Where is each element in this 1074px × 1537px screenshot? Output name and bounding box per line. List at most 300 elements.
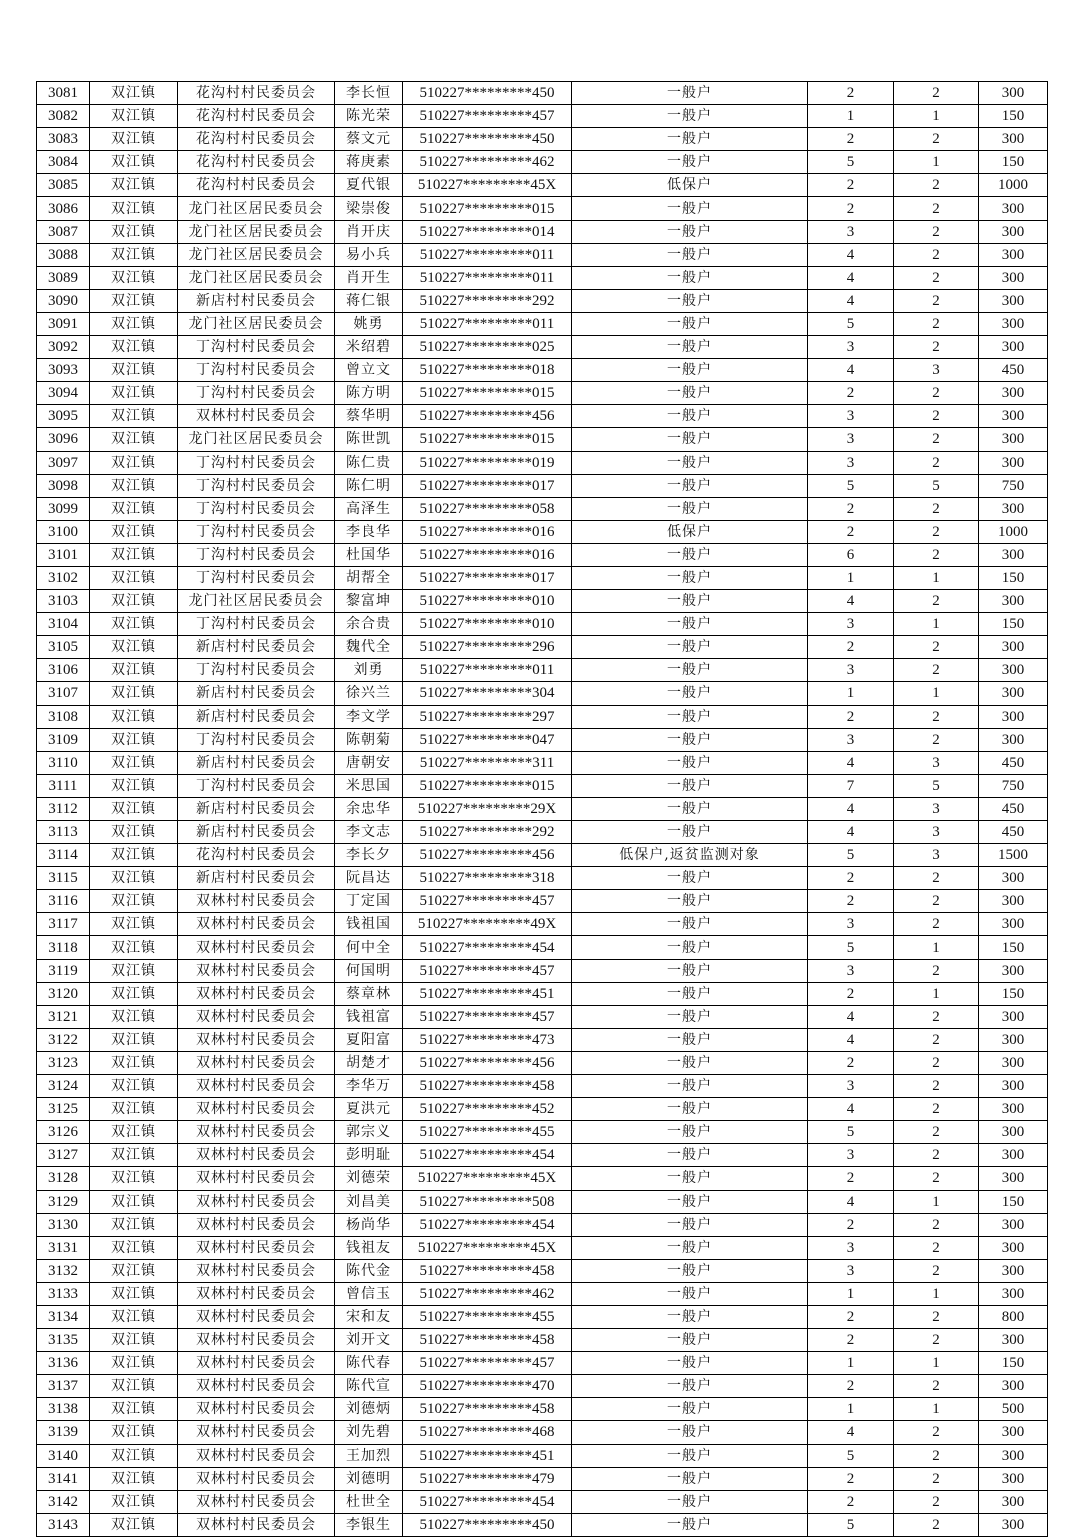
covered-persons-cell: 2 <box>894 1098 979 1121</box>
household-type-cell: 一般户 <box>572 405 808 428</box>
covered-persons-cell: 2 <box>894 1513 979 1536</box>
person-name-cell: 钱祖富 <box>335 1005 403 1028</box>
id-number-cell: 510227*********018 <box>403 359 572 382</box>
table-row <box>37 590 1048 613</box>
id-number-cell: 510227*********011 <box>403 659 572 682</box>
household-size-cell: 1 <box>808 1352 894 1375</box>
row-number-cell: 3093 <box>37 359 90 382</box>
amount-cell: 300 <box>979 867 1048 890</box>
township-cell: 双江镇 <box>90 174 178 197</box>
amount-cell: 300 <box>979 336 1048 359</box>
township-cell: 双江镇 <box>90 1421 178 1444</box>
village-committee-cell: 双林村村民委员会 <box>178 1282 335 1305</box>
person-name-cell: 李长夕 <box>335 844 403 867</box>
household-size-cell: 2 <box>808 1375 894 1398</box>
row-number-cell: 3109 <box>37 728 90 751</box>
amount-cell: 300 <box>979 128 1048 151</box>
person-name-cell: 蔡华明 <box>335 405 403 428</box>
household-type-cell: 一般户 <box>572 474 808 497</box>
covered-persons-cell: 2 <box>894 959 979 982</box>
id-number-cell: 510227*********450 <box>403 128 572 151</box>
covered-persons-cell: 2 <box>894 1421 979 1444</box>
covered-persons-cell: 3 <box>894 359 979 382</box>
village-committee-cell: 双林村村民委员会 <box>178 1375 335 1398</box>
table-row <box>37 1121 1048 1144</box>
id-number-cell: 510227*********011 <box>403 266 572 289</box>
covered-persons-cell: 2 <box>894 913 979 936</box>
row-number-cell: 3125 <box>37 1098 90 1121</box>
township-cell: 双江镇 <box>90 197 178 220</box>
household-type-cell: 一般户 <box>572 151 808 174</box>
table-row <box>37 1236 1048 1259</box>
id-number-cell: 510227*********452 <box>403 1098 572 1121</box>
amount-cell: 300 <box>979 1444 1048 1467</box>
amount-cell: 800 <box>979 1305 1048 1328</box>
amount-cell: 300 <box>979 682 1048 705</box>
household-type-cell: 一般户 <box>572 1028 808 1051</box>
covered-persons-cell: 2 <box>894 1329 979 1352</box>
table-row <box>37 359 1048 382</box>
household-size-cell: 1 <box>808 566 894 589</box>
id-number-cell: 510227*********455 <box>403 1121 572 1144</box>
row-number-cell: 3083 <box>37 128 90 151</box>
row-number-cell: 3091 <box>37 312 90 335</box>
village-committee-cell: 双林村村民委员会 <box>178 1005 335 1028</box>
household-type-cell: 一般户 <box>572 220 808 243</box>
household-type-cell: 一般户 <box>572 243 808 266</box>
township-cell: 双江镇 <box>90 659 178 682</box>
row-number-cell: 3113 <box>37 821 90 844</box>
id-number-cell: 510227*********454 <box>403 1144 572 1167</box>
township-cell: 双江镇 <box>90 682 178 705</box>
amount-cell: 300 <box>979 1028 1048 1051</box>
household-type-cell: 一般户 <box>572 1375 808 1398</box>
household-size-cell: 3 <box>808 613 894 636</box>
covered-persons-cell: 2 <box>894 1167 979 1190</box>
village-committee-cell: 双林村村民委员会 <box>178 405 335 428</box>
id-number-cell: 510227*********458 <box>403 1329 572 1352</box>
household-size-cell: 1 <box>808 682 894 705</box>
covered-persons-cell: 2 <box>894 243 979 266</box>
household-type-cell: 一般户 <box>572 197 808 220</box>
row-number-cell: 3115 <box>37 867 90 890</box>
table-row <box>37 451 1048 474</box>
id-number-cell: 510227*********29X <box>403 797 572 820</box>
person-name-cell: 夏阳富 <box>335 1028 403 1051</box>
amount-cell: 1000 <box>979 174 1048 197</box>
village-committee-cell: 龙门社区居民委员会 <box>178 266 335 289</box>
village-committee-cell: 双林村村民委员会 <box>178 1259 335 1282</box>
covered-persons-cell: 5 <box>894 474 979 497</box>
township-cell: 双江镇 <box>90 1259 178 1282</box>
amount-cell: 1000 <box>979 520 1048 543</box>
table-row <box>37 289 1048 312</box>
amount-cell: 300 <box>979 1051 1048 1074</box>
id-number-cell: 510227*********454 <box>403 1490 572 1513</box>
covered-persons-cell: 1 <box>894 1398 979 1421</box>
id-number-cell: 510227*********468 <box>403 1421 572 1444</box>
household-type-cell: 一般户 <box>572 1398 808 1421</box>
village-committee-cell: 双林村村民委员会 <box>178 1051 335 1074</box>
household-type-cell: 一般户 <box>572 1144 808 1167</box>
table-row <box>37 128 1048 151</box>
covered-persons-cell: 2 <box>894 1305 979 1328</box>
amount-cell: 300 <box>979 1213 1048 1236</box>
household-size-cell: 5 <box>808 844 894 867</box>
covered-persons-cell: 2 <box>894 382 979 405</box>
township-cell: 双江镇 <box>90 1005 178 1028</box>
covered-persons-cell: 2 <box>894 428 979 451</box>
household-type-cell: 一般户 <box>572 913 808 936</box>
amount-cell: 300 <box>979 1236 1048 1259</box>
amount-cell: 300 <box>979 890 1048 913</box>
amount-cell: 300 <box>979 1513 1048 1536</box>
row-number-cell: 3089 <box>37 266 90 289</box>
person-name-cell: 曾立文 <box>335 359 403 382</box>
covered-persons-cell: 2 <box>894 220 979 243</box>
row-number-cell: 3122 <box>37 1028 90 1051</box>
household-type-cell: 低保户 <box>572 174 808 197</box>
household-type-cell: 一般户 <box>572 1075 808 1098</box>
household-size-cell: 3 <box>808 1144 894 1167</box>
amount-cell: 150 <box>979 151 1048 174</box>
table-row <box>37 613 1048 636</box>
id-number-cell: 510227*********470 <box>403 1375 572 1398</box>
village-committee-cell: 龙门社区居民委员会 <box>178 197 335 220</box>
table-row <box>37 151 1048 174</box>
table-row <box>37 682 1048 705</box>
household-type-cell: 一般户 <box>572 1236 808 1259</box>
household-type-cell: 低保户,返贫监测对象 <box>572 844 808 867</box>
table-row <box>37 913 1048 936</box>
table-row <box>37 1075 1048 1098</box>
id-number-cell: 510227*********457 <box>403 959 572 982</box>
household-size-cell: 4 <box>808 243 894 266</box>
amount-cell: 150 <box>979 105 1048 128</box>
township-cell: 双江镇 <box>90 821 178 844</box>
village-committee-cell: 新店村村民委员会 <box>178 682 335 705</box>
id-number-cell: 510227*********462 <box>403 151 572 174</box>
village-committee-cell: 双林村村民委员会 <box>178 1490 335 1513</box>
household-type-cell: 一般户 <box>572 336 808 359</box>
household-size-cell: 1 <box>808 1398 894 1421</box>
amount-cell: 300 <box>979 1490 1048 1513</box>
amount-cell: 500 <box>979 1398 1048 1421</box>
table-row <box>37 336 1048 359</box>
amount-cell: 300 <box>979 220 1048 243</box>
household-size-cell: 2 <box>808 890 894 913</box>
household-size-cell: 6 <box>808 543 894 566</box>
row-number-cell: 3084 <box>37 151 90 174</box>
township-cell: 双江镇 <box>90 959 178 982</box>
table-row <box>37 1167 1048 1190</box>
household-type-cell: 一般户 <box>572 566 808 589</box>
household-type-cell: 一般户 <box>572 1421 808 1444</box>
township-cell: 双江镇 <box>90 913 178 936</box>
person-name-cell: 何中全 <box>335 936 403 959</box>
covered-persons-cell: 2 <box>894 1005 979 1028</box>
table-row <box>37 636 1048 659</box>
table-row <box>37 266 1048 289</box>
covered-persons-cell: 2 <box>894 289 979 312</box>
covered-persons-cell: 3 <box>894 751 979 774</box>
person-name-cell: 陈代宣 <box>335 1375 403 1398</box>
row-number-cell: 3141 <box>37 1467 90 1490</box>
household-type-cell: 一般户 <box>572 1005 808 1028</box>
village-committee-cell: 新店村村民委员会 <box>178 289 335 312</box>
table-row <box>37 1259 1048 1282</box>
person-name-cell: 魏代全 <box>335 636 403 659</box>
village-committee-cell: 丁沟村村民委员会 <box>178 451 335 474</box>
household-type-cell: 一般户 <box>572 451 808 474</box>
household-type-cell: 一般户 <box>572 128 808 151</box>
table-row <box>37 1005 1048 1028</box>
village-committee-cell: 龙门社区居民委员会 <box>178 590 335 613</box>
village-committee-cell: 丁沟村村民委员会 <box>178 336 335 359</box>
township-cell: 双江镇 <box>90 613 178 636</box>
table-row <box>37 1352 1048 1375</box>
person-name-cell: 彭明耻 <box>335 1144 403 1167</box>
id-number-cell: 510227*********454 <box>403 936 572 959</box>
table-row <box>37 105 1048 128</box>
household-type-cell: 低保户 <box>572 520 808 543</box>
person-name-cell: 陈方明 <box>335 382 403 405</box>
township-cell: 双江镇 <box>90 1398 178 1421</box>
table-row <box>37 1028 1048 1051</box>
covered-persons-cell: 2 <box>894 1051 979 1074</box>
covered-persons-cell: 2 <box>894 266 979 289</box>
id-number-cell: 510227*********304 <box>403 682 572 705</box>
table-row <box>37 774 1048 797</box>
household-size-cell: 2 <box>808 1329 894 1352</box>
village-committee-cell: 新店村村民委员会 <box>178 867 335 890</box>
village-committee-cell: 双林村村民委员会 <box>178 1075 335 1098</box>
id-number-cell: 510227*********010 <box>403 613 572 636</box>
township-cell: 双江镇 <box>90 1213 178 1236</box>
row-number-cell: 3119 <box>37 959 90 982</box>
village-committee-cell: 新店村村民委员会 <box>178 705 335 728</box>
covered-persons-cell: 2 <box>894 451 979 474</box>
amount-cell: 300 <box>979 451 1048 474</box>
row-number-cell: 3114 <box>37 844 90 867</box>
person-name-cell: 郭宗义 <box>335 1121 403 1144</box>
village-committee-cell: 双林村村民委员会 <box>178 1098 335 1121</box>
household-size-cell: 3 <box>808 336 894 359</box>
household-size-cell: 4 <box>808 590 894 613</box>
township-cell: 双江镇 <box>90 428 178 451</box>
person-name-cell: 徐兴兰 <box>335 682 403 705</box>
household-type-cell: 一般户 <box>572 682 808 705</box>
person-name-cell: 胡楚才 <box>335 1051 403 1074</box>
row-number-cell: 3092 <box>37 336 90 359</box>
table-row <box>37 1329 1048 1352</box>
covered-persons-cell: 3 <box>894 821 979 844</box>
village-committee-cell: 龙门社区居民委员会 <box>178 243 335 266</box>
township-cell: 双江镇 <box>90 312 178 335</box>
id-number-cell: 510227*********457 <box>403 890 572 913</box>
table-row <box>37 428 1048 451</box>
row-number-cell: 3104 <box>37 613 90 636</box>
amount-cell: 300 <box>979 1259 1048 1282</box>
amount-cell: 300 <box>979 1467 1048 1490</box>
person-name-cell: 肖开庆 <box>335 220 403 243</box>
person-name-cell: 陈世凯 <box>335 428 403 451</box>
covered-persons-cell: 1 <box>894 682 979 705</box>
id-number-cell: 510227*********017 <box>403 566 572 589</box>
village-committee-cell: 新店村村民委员会 <box>178 751 335 774</box>
township-cell: 双江镇 <box>90 566 178 589</box>
person-name-cell: 夏洪元 <box>335 1098 403 1121</box>
table-row <box>37 1098 1048 1121</box>
id-number-cell: 510227*********015 <box>403 428 572 451</box>
id-number-cell: 510227*********45X <box>403 1236 572 1259</box>
id-number-cell: 510227*********014 <box>403 220 572 243</box>
household-type-cell: 一般户 <box>572 659 808 682</box>
id-number-cell: 510227*********015 <box>403 382 572 405</box>
table-row <box>37 1467 1048 1490</box>
table-row <box>37 405 1048 428</box>
table-row <box>37 751 1048 774</box>
household-size-cell: 3 <box>808 1259 894 1282</box>
amount-cell: 300 <box>979 959 1048 982</box>
amount-cell: 450 <box>979 359 1048 382</box>
person-name-cell: 陈仁贵 <box>335 451 403 474</box>
village-committee-cell: 双林村村民委员会 <box>178 1305 335 1328</box>
row-number-cell: 3140 <box>37 1444 90 1467</box>
village-committee-cell: 双林村村民委员会 <box>178 936 335 959</box>
amount-cell: 300 <box>979 1329 1048 1352</box>
township-cell: 双江镇 <box>90 243 178 266</box>
township-cell: 双江镇 <box>90 474 178 497</box>
id-number-cell: 510227*********457 <box>403 1352 572 1375</box>
township-cell: 双江镇 <box>90 1190 178 1213</box>
id-number-cell: 510227*********45X <box>403 1167 572 1190</box>
amount-cell: 1500 <box>979 844 1048 867</box>
village-committee-cell: 丁沟村村民委员会 <box>178 359 335 382</box>
amount-cell: 450 <box>979 821 1048 844</box>
amount-cell: 150 <box>979 1352 1048 1375</box>
id-number-cell: 510227*********311 <box>403 751 572 774</box>
amount-cell: 300 <box>979 1005 1048 1028</box>
row-number-cell: 3095 <box>37 405 90 428</box>
household-size-cell: 3 <box>808 405 894 428</box>
table-row <box>37 1282 1048 1305</box>
row-number-cell: 3132 <box>37 1259 90 1282</box>
row-number-cell: 3085 <box>37 174 90 197</box>
household-size-cell: 4 <box>808 797 894 820</box>
row-number-cell: 3108 <box>37 705 90 728</box>
household-size-cell: 2 <box>808 128 894 151</box>
village-committee-cell: 双林村村民委员会 <box>178 1028 335 1051</box>
row-number-cell: 3082 <box>37 105 90 128</box>
amount-cell: 300 <box>979 289 1048 312</box>
amount-cell: 300 <box>979 1121 1048 1144</box>
row-number-cell: 3103 <box>37 590 90 613</box>
person-name-cell: 刘勇 <box>335 659 403 682</box>
township-cell: 双江镇 <box>90 1075 178 1098</box>
household-size-cell: 2 <box>808 867 894 890</box>
covered-persons-cell: 2 <box>894 197 979 220</box>
village-committee-cell: 双林村村民委员会 <box>178 1213 335 1236</box>
household-type-cell: 一般户 <box>572 1190 808 1213</box>
household-size-cell: 4 <box>808 1421 894 1444</box>
id-number-cell: 510227*********456 <box>403 1051 572 1074</box>
household-size-cell: 2 <box>808 497 894 520</box>
township-cell: 双江镇 <box>90 289 178 312</box>
household-size-cell: 5 <box>808 151 894 174</box>
household-type-cell: 一般户 <box>572 543 808 566</box>
table-row <box>37 797 1048 820</box>
covered-persons-cell: 2 <box>894 636 979 659</box>
amount-cell: 300 <box>979 312 1048 335</box>
amount-cell: 300 <box>979 243 1048 266</box>
township-cell: 双江镇 <box>90 728 178 751</box>
township-cell: 双江镇 <box>90 1144 178 1167</box>
household-type-cell: 一般户 <box>572 751 808 774</box>
covered-persons-cell: 2 <box>894 128 979 151</box>
amount-cell: 750 <box>979 474 1048 497</box>
id-number-cell: 510227*********297 <box>403 705 572 728</box>
covered-persons-cell: 2 <box>894 1121 979 1144</box>
id-number-cell: 510227*********456 <box>403 405 572 428</box>
household-size-cell: 3 <box>808 220 894 243</box>
amount-cell: 150 <box>979 982 1048 1005</box>
person-name-cell: 唐朝安 <box>335 751 403 774</box>
covered-persons-cell: 1 <box>894 1190 979 1213</box>
household-type-cell: 一般户 <box>572 1213 808 1236</box>
household-type-cell: 一般户 <box>572 890 808 913</box>
id-number-cell: 510227*********017 <box>403 474 572 497</box>
covered-persons-cell: 2 <box>894 1213 979 1236</box>
id-number-cell: 510227*********458 <box>403 1259 572 1282</box>
household-size-cell: 1 <box>808 105 894 128</box>
village-committee-cell: 花沟村村民委员会 <box>178 844 335 867</box>
covered-persons-cell: 2 <box>894 1490 979 1513</box>
table-row <box>37 659 1048 682</box>
table-row <box>37 705 1048 728</box>
township-cell: 双江镇 <box>90 497 178 520</box>
township-cell: 双江镇 <box>90 867 178 890</box>
row-number-cell: 3121 <box>37 1005 90 1028</box>
id-number-cell: 510227*********010 <box>403 590 572 613</box>
person-name-cell: 刘昌美 <box>335 1190 403 1213</box>
table-row <box>37 867 1048 890</box>
covered-persons-cell: 1 <box>894 613 979 636</box>
township-cell: 双江镇 <box>90 336 178 359</box>
id-number-cell: 510227*********025 <box>403 336 572 359</box>
table-row <box>37 174 1048 197</box>
household-size-cell: 2 <box>808 1490 894 1513</box>
household-type-cell: 一般户 <box>572 613 808 636</box>
village-committee-cell: 双林村村民委员会 <box>178 959 335 982</box>
village-committee-cell: 丁沟村村民委员会 <box>178 613 335 636</box>
row-number-cell: 3088 <box>37 243 90 266</box>
household-type-cell: 一般户 <box>572 105 808 128</box>
township-cell: 双江镇 <box>90 1028 178 1051</box>
amount-cell: 150 <box>979 936 1048 959</box>
id-number-cell: 510227*********292 <box>403 289 572 312</box>
person-name-cell: 陈朝菊 <box>335 728 403 751</box>
household-size-cell: 2 <box>808 197 894 220</box>
person-name-cell: 李良华 <box>335 520 403 543</box>
id-number-cell: 510227*********451 <box>403 982 572 1005</box>
table-row <box>37 936 1048 959</box>
household-type-cell: 一般户 <box>572 1513 808 1536</box>
household-size-cell: 5 <box>808 1121 894 1144</box>
village-committee-cell: 双林村村民委员会 <box>178 1121 335 1144</box>
covered-persons-cell: 1 <box>894 982 979 1005</box>
person-name-cell: 刘开文 <box>335 1329 403 1352</box>
